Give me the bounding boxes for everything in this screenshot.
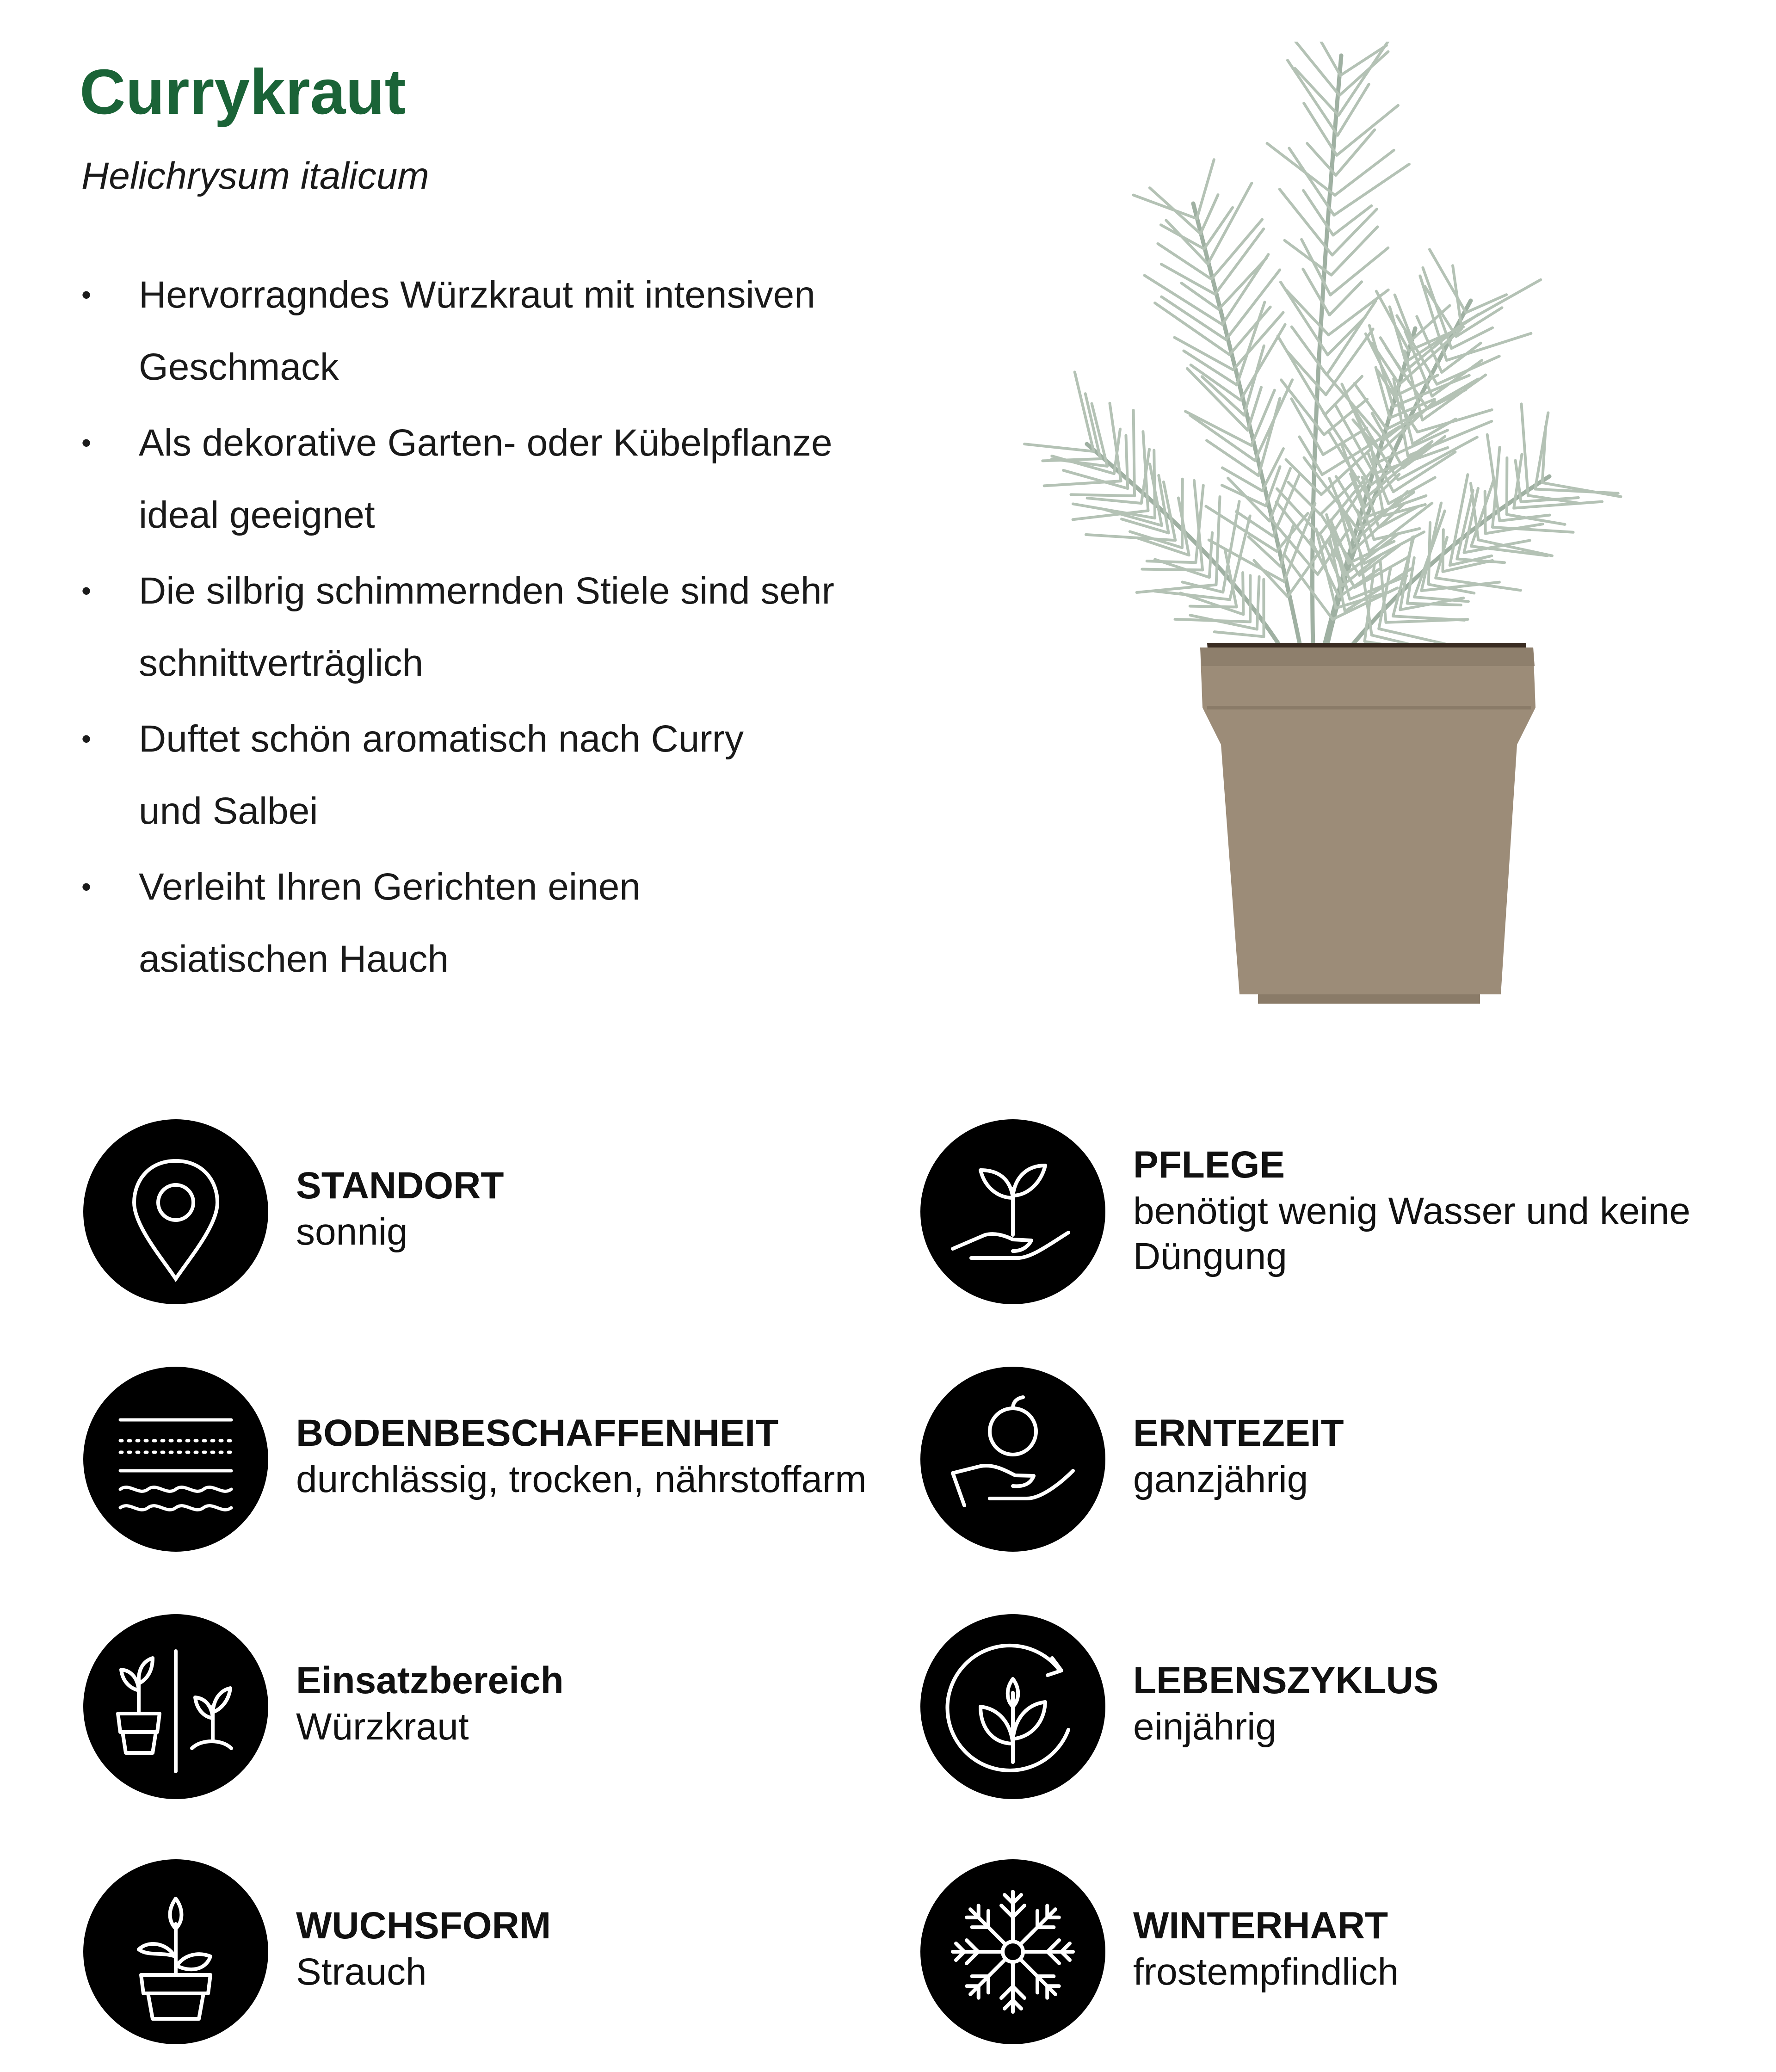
feature-value: frostempfindlich: [1133, 1951, 1399, 1993]
feature-pflege: [920, 1119, 1753, 1304]
soil-layers-icon: [83, 1367, 268, 1552]
bullet-dot-icon: •: [81, 575, 92, 606]
leaf-needle: [1190, 606, 1237, 607]
feature-standort: [83, 1119, 916, 1304]
leaf-needle: [1330, 248, 1388, 295]
leaf-needle: [1086, 535, 1175, 540]
bullet-dot-icon: •: [81, 871, 92, 902]
list-item: • Als dekorative Garten- oder Kübelpflanze ideal geeignet: [81, 407, 960, 551]
cycle-leaves-icon: [920, 1614, 1105, 1799]
list-item: • Hervorragndes Würzkraut mit intensiven Geschmack: [81, 259, 960, 403]
list-item: • Die silbrig schimmernden Stiele sind sehr schnittverträglich: [81, 555, 960, 699]
leaf-needle: [1288, 60, 1338, 135]
potted-plant-icon: [83, 1859, 268, 2044]
feature-label: WUCHSFORM: [296, 1905, 551, 1947]
feature-label: BODENBESCHAFFENHEIT: [296, 1412, 779, 1454]
location-pin-icon: [83, 1119, 268, 1304]
leaf-needle: [1154, 450, 1155, 518]
page-title: Currykraut: [80, 56, 406, 128]
feature-winterhart: [920, 1859, 1753, 2044]
feature-value: Düngung: [1133, 1235, 1287, 1277]
leaf-needle: [1270, 469, 1290, 521]
leaf-needle: [1190, 415, 1255, 461]
leaf-needle: [1394, 452, 1455, 492]
leaf-needle: [1339, 52, 1388, 96]
pot: [1200, 648, 1536, 994]
leaf-needle: [1175, 619, 1250, 622]
leaf-needle: [1429, 523, 1430, 585]
leaf-needle: [1485, 491, 1486, 534]
leaf-needle: [1338, 42, 1390, 115]
hand-fruit-icon: [920, 1367, 1105, 1552]
feature-value: sonnig: [296, 1211, 408, 1253]
feature-value: Strauch: [296, 1951, 427, 1993]
leaf-needle: [1252, 390, 1275, 445]
bullet-dot-icon: •: [81, 279, 92, 310]
feature-value: ganzjährig: [1133, 1458, 1308, 1500]
feature-erntezeit: [920, 1367, 1753, 1552]
leaf-needle: [1337, 105, 1398, 155]
bullet-dot-icon: •: [81, 723, 92, 754]
snowflake-icon: [920, 1859, 1105, 2044]
pot-and-ground-plant-icon: [83, 1614, 268, 1799]
leaf-needle: [1267, 143, 1335, 195]
leaf-needle: [1185, 412, 1251, 446]
botanical-name: Helichrysum italicum: [81, 155, 429, 197]
leaf-needle: [1236, 512, 1273, 536]
leaf-needle: [1087, 498, 1141, 503]
leaf-needle: [1447, 333, 1531, 360]
leaf-needle: [1334, 164, 1409, 215]
feature-label: ERNTEZEIT: [1133, 1412, 1344, 1454]
leaf-needle: [1147, 561, 1196, 562]
feature-lebenszyklus: [920, 1614, 1753, 1799]
bullet-dot-icon: •: [81, 427, 92, 458]
leaf-needle: [1133, 195, 1196, 219]
leaf-needle: [1295, 68, 1338, 116]
leaf-needle: [1521, 404, 1528, 495]
feature-boden: [83, 1367, 916, 1552]
leaf-needle: [1330, 282, 1362, 315]
leaf-needle: [1542, 426, 1546, 482]
feature-label: LEBENSZYKLUS: [1133, 1659, 1439, 1702]
leaf-needle: [1237, 302, 1264, 385]
feature-bullet-list: [81, 259, 960, 999]
leaf-needle: [1134, 410, 1135, 496]
leaf-needle: [1418, 410, 1492, 432]
feature-einsatzbereich: [83, 1614, 916, 1799]
feature-label: Einsatzbereich: [296, 1659, 564, 1702]
leaf-needle: [1215, 632, 1264, 636]
leaf-needle: [1161, 297, 1226, 340]
feature-label: WINTERHART: [1133, 1905, 1388, 1947]
feature-value: durchlässig, trocken, nährstoffarm: [296, 1458, 867, 1500]
hand-seedling-icon: [920, 1119, 1105, 1304]
leaf-needle: [1182, 479, 1183, 548]
leaf-needle: [1071, 494, 1135, 496]
list-item: • Duftet schön aromatisch nach Curry und Salbei: [81, 703, 960, 847]
feature-label: STANDORT: [296, 1165, 504, 1207]
leaf-needle: [1219, 258, 1266, 309]
leaf-needle: [1024, 444, 1094, 451]
feature-label: PFLEGE: [1133, 1144, 1285, 1186]
feature-value: Würzkraut: [296, 1706, 469, 1748]
leaf-needle: [1126, 435, 1128, 488]
leaf-needle: [1142, 569, 1202, 570]
leaf-needle: [1216, 497, 1220, 585]
feature-value: einjährig: [1133, 1706, 1276, 1748]
leaf-needle: [1257, 577, 1259, 629]
leaf-needle: [1407, 604, 1461, 605]
feature-value: benötigt wenig Wasser und keine: [1133, 1190, 1690, 1232]
leaf-needle: [1425, 286, 1456, 336]
leaf-needle: [1335, 150, 1394, 195]
feature-wuchsform: [83, 1859, 916, 2044]
plant-photo: [1018, 42, 1665, 1036]
list-item: • Verleiht Ihren Gerichten einen asiatischen Hauch: [81, 851, 960, 995]
